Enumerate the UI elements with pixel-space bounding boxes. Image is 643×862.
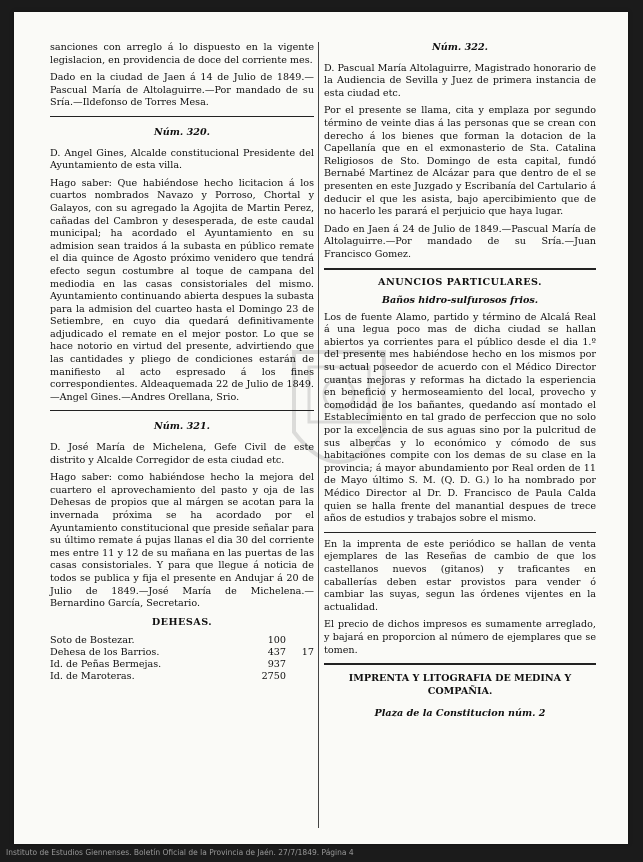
table-row: Id. de Peñas Bermejas. 937 <box>50 659 286 671</box>
right-column <box>324 42 596 721</box>
notice-322-dated: Dado en Jaen á 24 de Julio de 1849.—Pascual María de Altolaguirre.—Por mandado de su Sría.—Juan Francisco Gomez. <box>324 223 596 260</box>
printer-address: Plaza de la Constitucion núm. 2 <box>374 708 546 720</box>
separator <box>324 663 596 666</box>
separator <box>50 410 314 411</box>
separator <box>50 116 314 117</box>
separator <box>324 268 596 271</box>
notice-320-body: Hago saber: Que habiéndose hecho licitacion á los cuartos nombrados Navazo y Porroso, Chortal y Galayos, con su agregado la Agojita de Martin Perez, cañadas del Cambron y desesperada, de este caudal municipal; ha acordado el Ayuntamiento en su admision sean traidos á la subasta en público remate el dia quince de Agosto próximo venidero que tendrá efecto segun costumbre al toque de campana del mediodia en las casas consistoriales del mismo. Ayuntamiento continuando abierta despues la subasta para la admision del cuarteo hasta el Domingo 23 de Setiembre, en cuyo dia quedará definitivamente adjudicado el remate en el mejor postor. Lo que se hace notorio en virtud del presente, advirtiendo que las cantidades y pliego de condiciones estarán de manifiesto al acto espresado á los fines correspondientes. Aldeaquemada 22 de Julio de 1849.—Angel Gines.—Andres Orellana, Srio. <box>50 177 314 403</box>
notice-number-322: Núm. 322. <box>432 42 488 53</box>
dehesas-table <box>50 635 314 683</box>
notice-321-heading: D. José María de Michelena, Gefe Civil de este distrito y Alcalde Corregidor de esta ciudad etc. <box>50 442 314 466</box>
notice-321-body: Hago saber: como habiéndose hecho la mejora del cuartero el aprovechamiento del pasto y oja de las Dehesas de propios que al márgen se acotan para la invernada próxima se ha acordado por el Ayuntamiento constitucional que preside señalar para su último remate á pujas llanas el dia 30 del corriente mes entre 11 y 12 de su mañana en las puertas de las casas consistoriales. Y para que llegue á noticia de todos se publica y fija el presente en Andujar á 20 de Julio de 1849.—José María de Michelena.—Bernardino García, Secretario. <box>50 472 314 610</box>
notice-number-321: Núm. 321. <box>154 421 210 433</box>
dated-signature: Dado en la ciudad de Jaen á 14 de Julio de 1849.—Pascual María de Altolaguirre.—Por mandado de su Sría.—Ildefonso de Torres Mesa. <box>50 72 314 109</box>
table-row: Id. de Maroteras. 2750 <box>50 671 286 683</box>
column-divider <box>318 42 319 828</box>
precio-notice: El precio de dichos impresos es sumamente arreglado, y bajará en proporcion al número de ejemplares que se tomen. <box>324 619 596 656</box>
table-row: Dehesa de los Barrios. 437 17 <box>50 647 314 659</box>
banos-title: Baños hidro-sulfurosos frios. <box>381 295 539 307</box>
archive-footer: Instituto de Estudios Giennenses. Boletín Oficial de la Provincia de Jaén. 27/7/1849. Página 4 <box>6 848 354 857</box>
imprenta-notice: En la imprenta de este periódico se hallan de venta ejemplares de las Reseñas de cambio de que los castellanos nuevos (gitanos) y traficantes en caballerías deben estar provistos para vender ó cambiar las suyas, segun las órdenes vijentes en la actualidad. <box>324 538 596 613</box>
separator <box>324 532 596 533</box>
newspaper-page <box>14 12 628 844</box>
anuncios-title: ANUNCIOS PARTICULARES. <box>378 276 542 288</box>
notice-322-body: Por el presente se llama, cita y emplaza por segundo término de veinte dias á las personas que se crean con derecho á los bienes que forman la dotacion de la Capellanía que en el exmonasterio de Sta. Catalina Religiosos de Sto. Domingo de esta capital, fundó Bernabé Martinez de Alcázar para que dentro de el se presenten en este Juzgado y Escribanía del Cartulario á deducir el que les asista, bajo apercibimiento que de no hacerlo les parará el perjuicio que haya lugar. <box>324 105 596 218</box>
intro-paragraph: sanciones con arreglo á lo dispuesto en la vigente legislacion, en providencia de doce del corriente mes. <box>50 42 314 66</box>
banos-body: Los de fuente Alamo, partido y término de Alcalá Real á una legua poco mas de dicha ciudad se hallan abiertos ya corrientes para el público desde el dia 1.º del presente mes habiéndose hecho en los mismos por su actual poseedor de acuerdo con el Médico Director cuantas mejoras y reformas ha dictado la esperiencia en beneficio y hermoseamiento del local, provecho y comodidad de los bañantes, quedando así montado el Establecimiento en tal grado de perfeccion que no solo por la excelencia de sus aguas sino por la pulcritud de sus albercas y lo económico y cómodo de sus habitaciones compite con los demas de su clase en la provincia; á mayor abundamiento por Real orden de 11 de Mayo último S. M. (Q. D. G.) lo ha nombrado por Médico Director al Dr. D. Francisco de Paula Calda quien se halla frente del manantial despues de trece años de estudios y trabajos sobre el mismo. <box>324 311 596 525</box>
notice-number-320: Núm. 320. <box>154 126 210 138</box>
dehesas-title: DEHESAS. <box>151 616 213 628</box>
printer-name: IMPRENTA Y LITOGRAFIA DE MEDINA Y COMPAÑIA. <box>348 673 572 698</box>
table-row: Soto de Bostezar. 100 <box>50 635 286 647</box>
notice-320-heading: D. Angel Gines, Alcalde constitucional Presidente del Ayuntamiento de esta villa. <box>50 147 314 172</box>
notice-322-heading: D. Pascual María Altolaguirre, Magistrado honorario de la Audiencia de Sevilla y Juez de primera instancia de esta ciudad etc. <box>324 62 596 99</box>
left-column <box>50 42 314 683</box>
